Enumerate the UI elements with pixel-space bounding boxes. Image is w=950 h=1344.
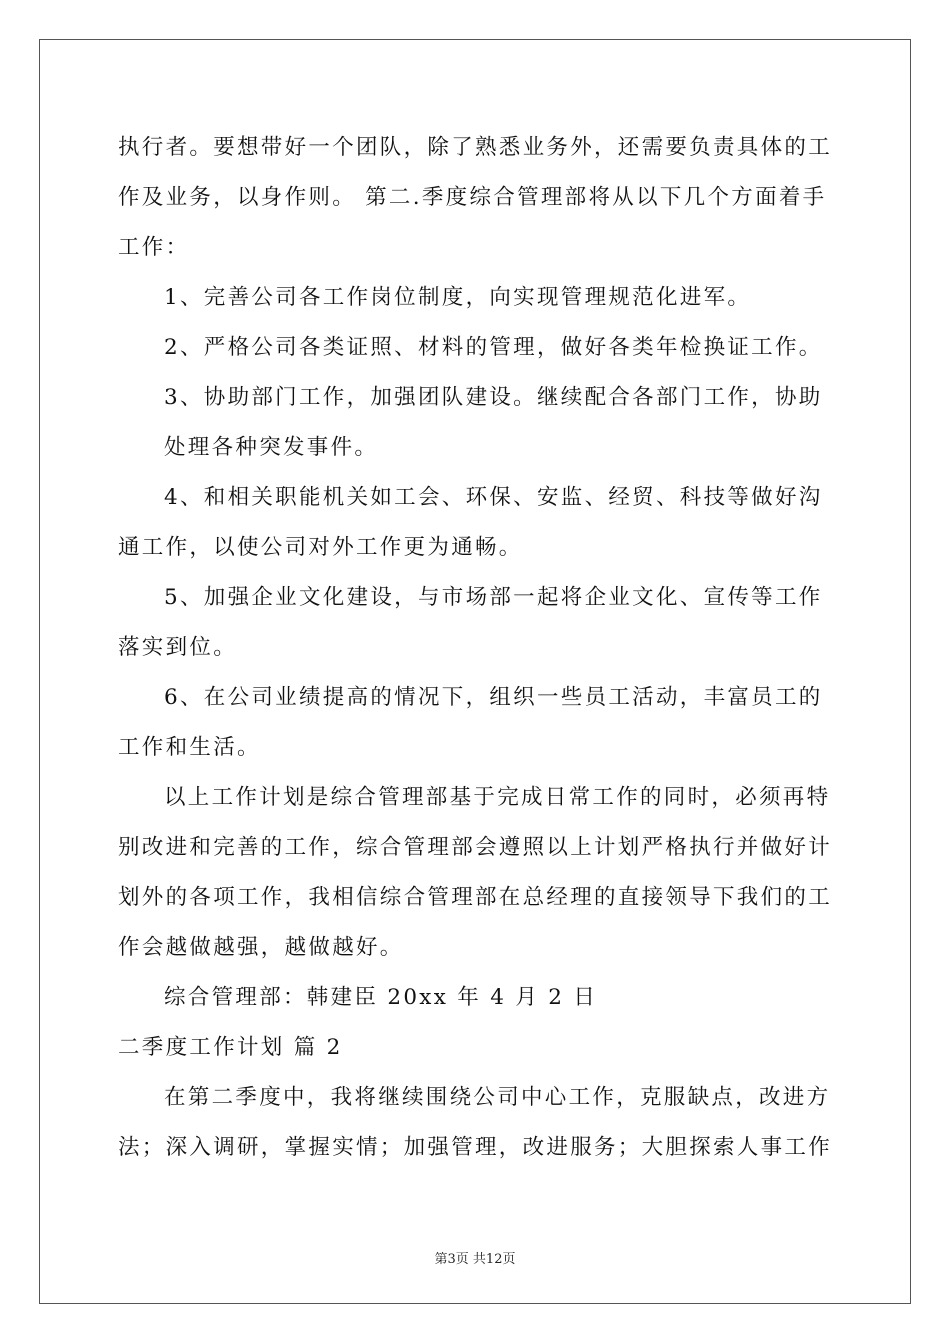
list-item-2: 2、严格公司各类证照、材料的管理，做好各类年检换证工作。	[164, 335, 823, 360]
list-item-5-continued: 落实到位。	[118, 635, 238, 660]
list-item-4: 4、和相关职能机关如工会、环保、安监、经贸、科技等做好沟	[164, 485, 823, 510]
list-item-1: 1、完善公司各工作岗位制度，向实现管理规范化进军。	[164, 285, 752, 310]
body-line-2: 作及业务，以身作则。 第二.季度综合管理部将从以下几个方面着手	[118, 185, 827, 210]
summary-line-1: 以上工作计划是综合管理部基于完成日常工作的同时，必须再特	[164, 785, 831, 810]
page-number-footer: 第3页 共12页	[434, 1252, 516, 1267]
list-item-5: 5、加强企业文化建设，与市场部一起将企业文化、宣传等工作	[164, 585, 823, 610]
body-line-3: 工作：	[118, 235, 190, 260]
list-item-3: 3、协助部门工作，加强团队建设。继续配合各部门工作，协助	[164, 385, 823, 410]
section-body-line-2: 法；深入调研，掌握实情；加强管理，改进服务；大胆探索人事工作	[118, 1135, 833, 1160]
section-body-line-1: 在第二季度中，我将继续围绕公司中心工作，克服缺点，改进方	[164, 1085, 831, 1110]
signature-line: 综合管理部：韩建臣 20xx 年 4 月 2 日	[164, 985, 598, 1010]
summary-line-4: 作会越做越强，越做越好。	[118, 935, 404, 960]
body-line-1: 执行者。要想带好一个团队，除了熟悉业务外，还需要负责具体的工	[118, 135, 833, 160]
list-item-6-continued: 工作和生活。	[118, 735, 261, 760]
section-heading: 二季度工作计划 篇 2	[118, 1035, 343, 1060]
summary-line-3: 划外的各项工作，我相信综合管理部在总经理的直接领导下我们的工	[118, 885, 833, 910]
list-item-3-continued: 处理各种突发事件。	[164, 435, 379, 460]
page-border	[39, 39, 911, 1304]
list-item-6: 6、在公司业绩提高的情况下，组织一些员工活动，丰富员工的	[164, 685, 823, 710]
summary-line-2: 别改进和完善的工作，综合管理部会遵照以上计划严格执行并做好计	[118, 835, 833, 860]
list-item-4-continued: 通工作，以使公司对外工作更为通畅。	[118, 535, 523, 560]
